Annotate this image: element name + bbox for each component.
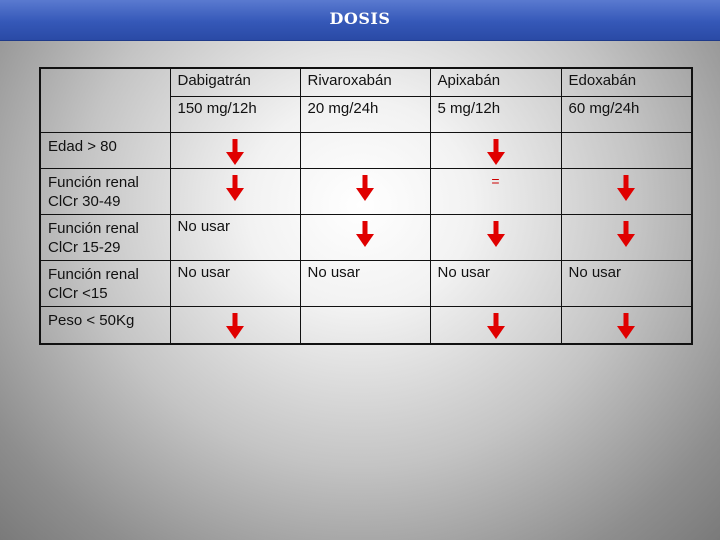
title-bar [0,0,720,41]
do-not-use-text: No usar [307,263,361,281]
row-label: Edad > 80 [48,137,117,155]
dose-adjustment-cell [430,132,561,168]
table-row [40,214,692,260]
empty-corner-cell [40,96,170,132]
dose-adjustment-cell [561,306,692,344]
table-row [40,132,692,168]
drug-dose-cell: 5 mg/12h [430,96,561,132]
row-label-cell [40,168,170,214]
dose-adjustment-cell [300,306,430,344]
drug-dose-cell: 150 mg/12h [170,96,300,132]
dosage-table [39,67,693,345]
down-arrow-icon [487,139,505,165]
do-not-use-text: No usar [177,263,231,281]
row-label-cell [40,214,170,260]
down-arrow-icon [487,313,505,339]
down-arrow-icon [226,313,244,339]
do-not-use-text: No usar [437,263,491,281]
down-arrow-icon [617,221,635,247]
down-arrow-icon [226,175,244,201]
row-label-cell [40,260,170,306]
down-arrow-icon [356,175,374,201]
header-row-doses [40,96,692,132]
header-row-drug-names [40,68,692,96]
dose-adjustment-cell [300,260,430,306]
row-label: Peso < 50Kg [48,311,135,329]
dose-adjustment-cell [300,132,430,168]
drug-dose-cell: 60 mg/24h [561,96,692,132]
row-label: Función renal ClCr <15 [48,265,139,302]
dose-adjustment-cell [170,306,300,344]
dose-adjustment-cell [561,132,692,168]
do-not-use-text: No usar [568,263,622,281]
dose-adjustment-cell [170,214,300,260]
dose-adjustment-cell [561,260,692,306]
dose-adjustment-cell [561,168,692,214]
down-arrow-icon [487,221,505,247]
table-row [40,260,692,306]
drug-dose-cell: 20 mg/24h [300,96,430,132]
dose-adjustment-cell [170,132,300,168]
row-label-cell [40,306,170,344]
drug-name-cell: Rivaroxabán [300,68,430,96]
row-label-cell [40,132,170,168]
no-change-indicator: = [491,172,500,189]
row-label: Función renal ClCr 30-49 [48,173,139,210]
dose-adjustment-cell [430,306,561,344]
dose-adjustment-cell [300,214,430,260]
drug-name-cell: Edoxabán [561,68,692,96]
dose-adjustment-cell [170,168,300,214]
dose-adjustment-cell [561,214,692,260]
drug-name-cell: Dabigatrán [170,68,300,96]
slide-title: DOSIS [329,9,391,28]
dose-adjustment-cell [430,214,561,260]
drug-name-cell: Apixabán [430,68,561,96]
table-row [40,306,692,344]
dose-adjustment-cell [300,168,430,214]
table-row [40,168,692,214]
row-label: Función renal ClCr 15-29 [48,219,139,256]
down-arrow-icon [617,175,635,201]
dose-adjustment-cell [430,260,561,306]
empty-corner-cell [40,68,170,96]
do-not-use-text: No usar [177,217,231,235]
down-arrow-icon [226,139,244,165]
down-arrow-icon [356,221,374,247]
dose-adjustment-cell [170,260,300,306]
down-arrow-icon [617,313,635,339]
dose-adjustment-cell [430,168,561,214]
